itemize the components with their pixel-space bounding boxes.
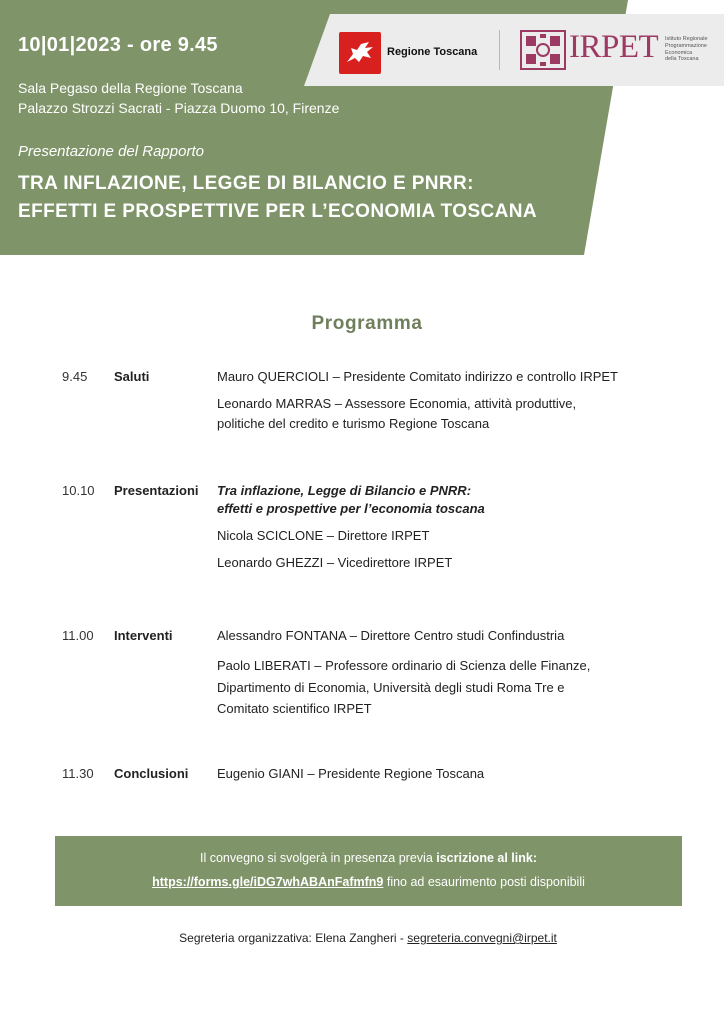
irpet-subtitle-line: della Toscana bbox=[665, 56, 699, 63]
session-name: Saluti bbox=[114, 369, 150, 384]
registration-line-1 bbox=[55, 851, 682, 865]
registration-availability-text: fino ad esaurimento posti disponibili bbox=[383, 875, 585, 889]
report-title-line: effetti e prospettive per l’economia toscana bbox=[217, 501, 485, 516]
event-title-line-2: EFFETTI E PROSPETTIVE PER L’ECONOMIA TOSCANA bbox=[18, 201, 538, 222]
session-line: Alessandro FONTANA – Direttore Centro studi Confindustria bbox=[217, 628, 565, 643]
session-line: Paolo LIBERATI – Professore ordinario di Scienza delle Finanze, bbox=[217, 658, 591, 673]
regione-toscana-name: Regione Toscana bbox=[387, 46, 478, 58]
session-line: Eugenio GIANI – Presidente Regione Toscana bbox=[217, 766, 485, 781]
session-line: Comitato scientifico IRPET bbox=[217, 701, 372, 716]
secretary-email-link[interactable]: segreteria.convegni@irpet.it bbox=[407, 931, 557, 945]
secretary-text: Segreteria organizzativa: Elena Zangheri - bbox=[179, 931, 408, 945]
venue-line-1: Sala Pegaso della Regione Toscana bbox=[18, 80, 243, 96]
registration-text: Il convegno si svolgerà in presenza previa bbox=[200, 851, 437, 865]
presentation-intro: Presentazione del Rapporto bbox=[18, 143, 204, 160]
logo-divider bbox=[499, 30, 500, 70]
report-title-line: Tra inflazione, Legge di Bilancio e PNRR: bbox=[217, 483, 472, 498]
session-time: 10.10 bbox=[62, 483, 95, 498]
session-line: Dipartimento di Economia, Università degli studi Roma Tre e bbox=[217, 680, 565, 695]
irpet-subtitle-line: Programmazione bbox=[665, 42, 707, 49]
irpet-emblem-icon bbox=[520, 30, 566, 70]
session-line: Nicola SCICLONE – Direttore IRPET bbox=[217, 528, 430, 543]
session-time: 11.00 bbox=[62, 628, 94, 643]
session-time: 11.30 bbox=[62, 766, 94, 781]
registration-line-2 bbox=[55, 875, 682, 889]
event-date-time: 10|01|2023 - ore 9.45 bbox=[18, 34, 218, 56]
irpet-subtitle bbox=[665, 36, 723, 63]
registration-bold-text: iscrizione al link: bbox=[436, 851, 537, 865]
session-name: Conclusioni bbox=[114, 766, 189, 781]
session-line: Leonardo GHEZZI – Vicedirettore IRPET bbox=[217, 555, 453, 570]
pegasus-icon bbox=[339, 32, 381, 74]
session-time: 9.45 bbox=[62, 369, 88, 384]
session-line: politiche del credito e turismo Regione Toscana bbox=[217, 416, 490, 431]
registration-link[interactable]: https://forms.gle/iDG7whABAnFafmfn9 bbox=[152, 875, 384, 889]
session-line: Mauro QUERCIOLI – Presidente Comitato indirizzo e controllo IRPET bbox=[217, 369, 618, 384]
event-title-line-1: TRA INFLAZIONE, LEGGE DI BILANCIO E PNRR: bbox=[18, 173, 474, 194]
session-line: Leonardo MARRAS – Assessore Economia, attività produttive, bbox=[217, 396, 577, 411]
secretary-contact bbox=[0, 931, 724, 945]
program-title: Programma bbox=[311, 313, 423, 334]
registration-box bbox=[55, 836, 682, 906]
irpet-subtitle-line: Istituto Regionale bbox=[665, 36, 708, 42]
session-name: Interventi bbox=[114, 628, 173, 643]
venue-line-2: Palazzo Strozzi Sacrati - Piazza Duomo 10, Firenze bbox=[18, 100, 340, 116]
irpet-name: IRPET bbox=[569, 29, 659, 65]
irpet-subtitle-line: Economica bbox=[665, 49, 693, 56]
regione-toscana-logo bbox=[339, 32, 381, 74]
session-name: Presentazioni bbox=[114, 483, 199, 498]
